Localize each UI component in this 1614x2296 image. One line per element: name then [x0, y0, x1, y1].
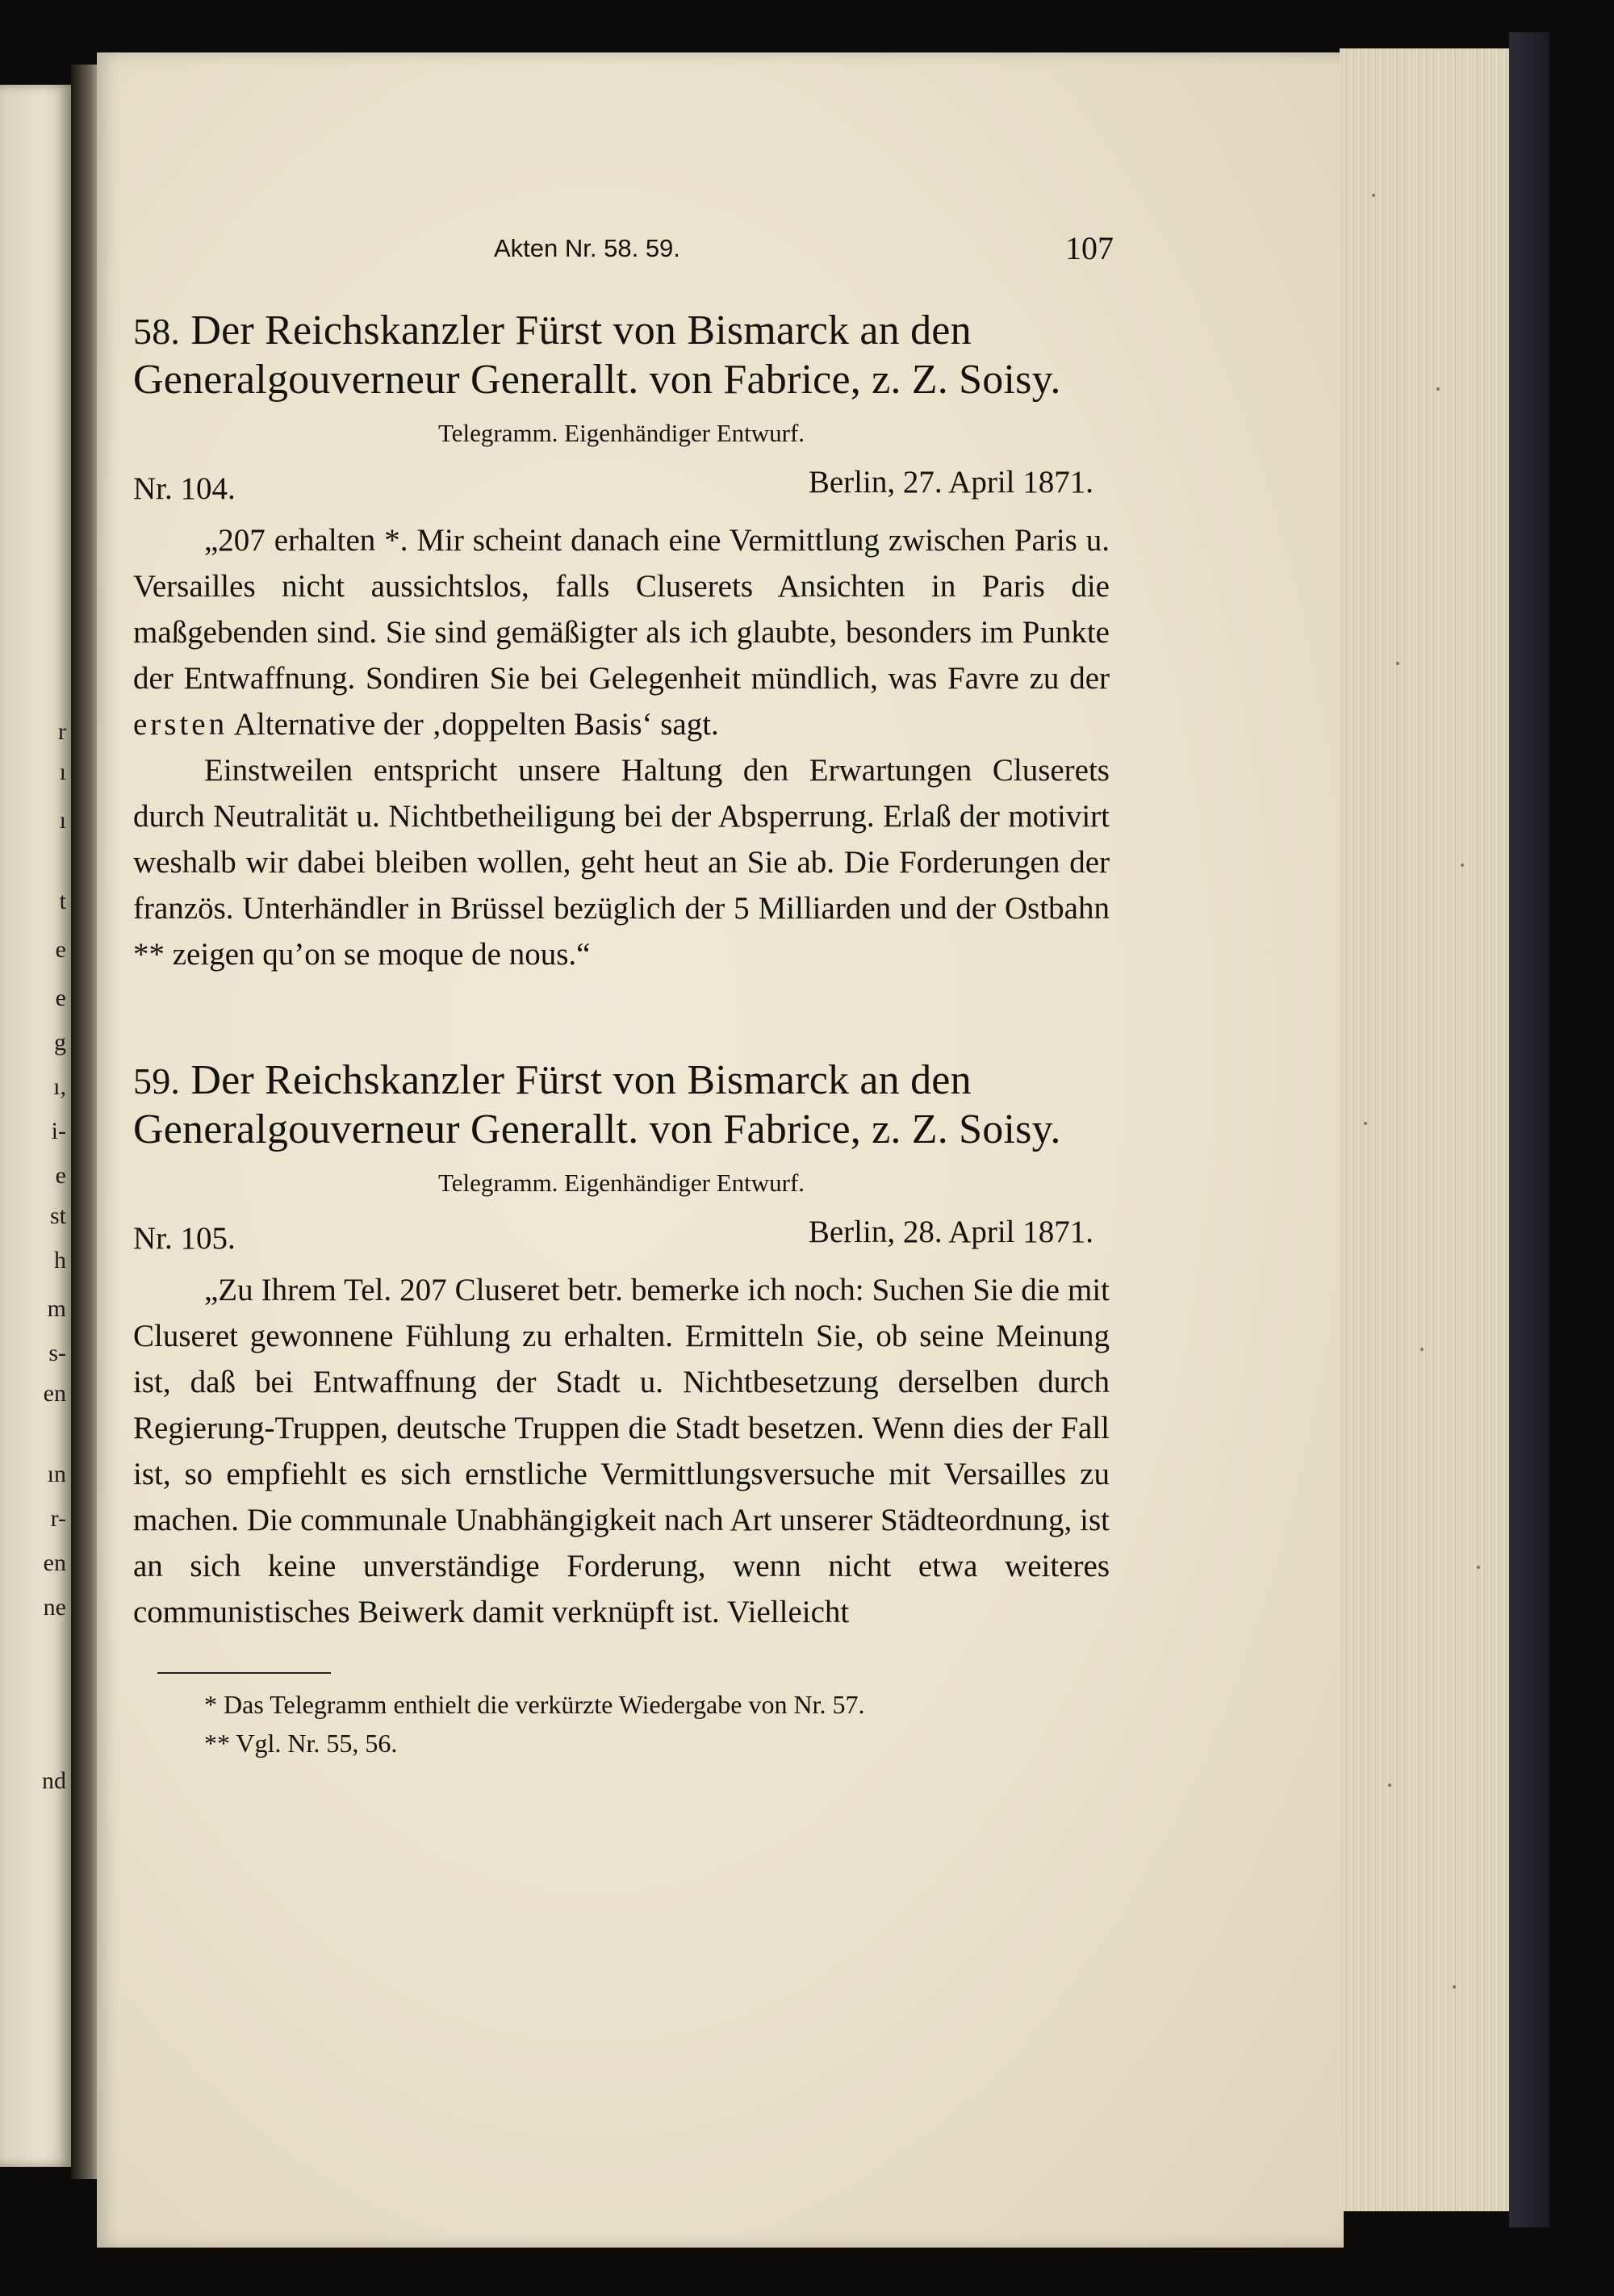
facing-fragment: ı	[59, 759, 66, 785]
facing-fragment: r	[58, 718, 66, 745]
document-heading	[133, 307, 1110, 404]
facing-fragment: nd	[42, 1767, 66, 1794]
document-date: Berlin, 27. April 1871.	[808, 465, 1093, 500]
document-title: Der Reichskanzler Fürst von Bismarck an den Generalgouverneur Generallt. von Fabrice, z. Z. Soisy.	[133, 1057, 1061, 1152]
facing-page-fragments	[0, 85, 71, 2167]
emphasized-word: ersten	[133, 707, 228, 742]
paragraph-text: „Zu Ihrem Tel. 207 Cluseret betr. bemerke ich noch: Suchen Sie die mit Cluseret gewonnene Fühlung zu erhalten. Ermitteln Sie, ob seine Meinung ist, daß bei Entwaffnung der Stadt u. Nichtbesetzung derselben durch Regierung-Truppen, deutsche Truppen die Stadt besetzen. Wenn dies der Fall ist, so empfiehlt es sich ernstliche Vermittlungsversuche mit Versailles zu machen. Die communale Unabhängigkeit nach Art unserer Städteordnung, ist an sich keine unverständige Forderung, wenn nicht etwa weiteres communistisches Beiwerk damit verknüpft ist. Vielleicht	[133, 1273, 1110, 1629]
document-58	[133, 307, 1110, 977]
paragraph-text: Einstweilen entspricht unsere Haltung den Erwartungen Cluserets durch Neutralität u. Nichtbetheiligung bei der Absperrung. Erlaß der motivirt weshalb wir dabei bleiben wollen, geht heut an Sie ab. Die Forderungen der französ. Unterhändler in Brüssel bezüglich der 5 Milliarden und der Ostbahn ** zeigen qu’on se moque de nous.“	[133, 753, 1110, 972]
document-body	[133, 1267, 1110, 1635]
document-title: Der Reichskanzler Fürst von Bismarck an den Generalgouverneur Generallt. von Fabrice, z. Z. Soisy.	[133, 307, 1061, 403]
document-meta	[133, 1214, 1110, 1262]
paragraph	[133, 1267, 1110, 1635]
page-number: 107	[1065, 230, 1114, 266]
paragraph-text: Alternative der ‚doppelten Basis‘ sagt.	[233, 707, 719, 742]
facing-fragment: i-	[51, 1118, 66, 1144]
facing-fragment: g	[54, 1029, 66, 1056]
paragraph-text: „207 erhalten *. Mir scheint danach eine Vermittlung zwischen Paris u. Versailles nicht aussichtslos, falls Cluserets Ansichten in Paris die maßgebenden sind. Sie sind gemäßigter als ich glaubte, besonders im Punkte der Entwaffnung. Sondiren Sie bei Gelegenheit mündlich, was Favre zu der	[133, 523, 1110, 696]
paragraph	[133, 517, 1110, 747]
document-nr: Nr. 105.	[133, 1221, 236, 1256]
footnotes	[204, 1685, 1110, 1763]
document-nr: Nr. 104.	[133, 471, 236, 506]
facing-page-edge	[0, 85, 71, 2167]
facing-fragment: e	[55, 936, 66, 963]
document-59	[133, 1056, 1110, 1635]
facing-fragment: h	[54, 1247, 66, 1273]
document-subtitle: Telegramm. Eigenhändiger Entwurf.	[437, 419, 805, 447]
facing-fragment: ı,	[53, 1073, 66, 1100]
facing-fragment: r-	[50, 1505, 66, 1532]
footnote: * Das Telegramm enthielt die verkürzte Wiedergabe von Nr. 57.	[204, 1690, 865, 1719]
facing-fragment: e	[55, 985, 66, 1011]
document-body	[133, 517, 1110, 977]
running-head	[133, 230, 1114, 282]
facing-fragment: t	[59, 888, 66, 914]
facing-fragment: ne	[43, 1594, 66, 1621]
facing-fragment: ın	[47, 1461, 66, 1487]
facing-fragment: st	[49, 1202, 66, 1229]
footnote-rule	[157, 1672, 331, 1674]
book-cover-edge	[1509, 32, 1549, 2227]
facing-fragment: en	[43, 1549, 66, 1576]
facing-fragment: en	[43, 1380, 66, 1407]
facing-fragment: s-	[48, 1340, 66, 1366]
facing-fragment: m	[47, 1295, 66, 1322]
document-meta	[133, 464, 1110, 512]
footnote: ** Vgl. Nr. 55, 56.	[204, 1729, 398, 1758]
facing-fragment: e	[55, 1162, 66, 1189]
document-number: 59.	[133, 1060, 181, 1102]
document-number: 58.	[133, 311, 181, 352]
page-content	[133, 230, 1114, 1763]
document-date: Berlin, 28. April 1871.	[808, 1215, 1093, 1249]
page-stack-edge	[1340, 48, 1516, 2211]
running-head-label: Akten Nr. 58. 59.	[494, 234, 680, 262]
document-heading	[133, 1056, 1110, 1154]
paragraph	[133, 747, 1110, 977]
facing-fragment: ı	[59, 807, 66, 834]
document-subtitle: Telegramm. Eigenhändiger Entwurf.	[437, 1169, 805, 1197]
